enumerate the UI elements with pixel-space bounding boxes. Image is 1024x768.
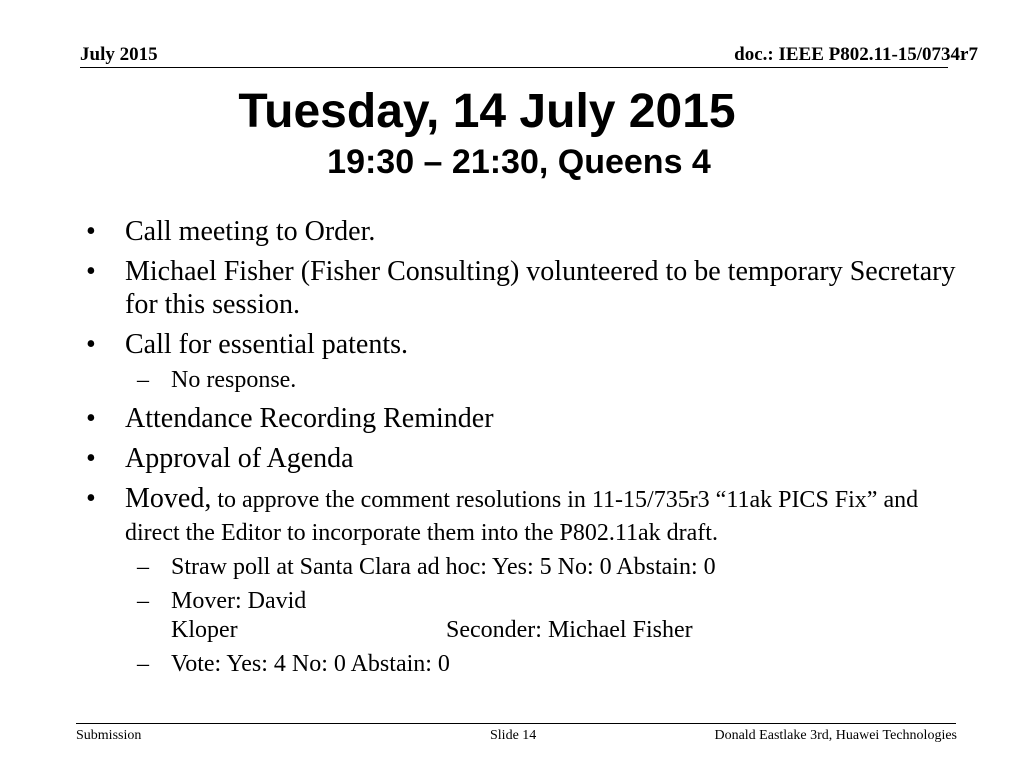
- bullet-item: • Attendance Recording Reminder: [80, 402, 960, 435]
- sub-bullet-item: – Straw poll at Santa Clara ad hoc: Yes: 5 No: 0 Abstain: 0: [80, 553, 960, 582]
- header-date: July 2015: [80, 44, 158, 65]
- sub-bullet-item: – Vote: Yes: 4 No: 0 Abstain: 0: [80, 650, 960, 679]
- seconder-text: Seconder: Michael Fisher: [446, 617, 693, 643]
- bullet-item-motion: [80, 482, 960, 548]
- motion-text: to approve the comment resolutions in 11-15/735r3 “11ak PICS Fix” and direct the Editor to incorporate them into the P802.11ak draft.: [125, 487, 919, 546]
- bullet-item: • Michael Fisher (Fisher Consulting) volunteered to be temporary Secretary for this session.: [80, 255, 960, 321]
- bullet-item: • Approval of Agenda: [80, 442, 960, 475]
- footer-divider: [76, 723, 956, 724]
- title-main: Tuesday, 14 July 2015: [238, 85, 736, 138]
- footer-author: Donald Eastlake 3rd, Huawei Technologies: [714, 728, 957, 743]
- title-subtitle: 19:30 – 21:30, Queens 4: [327, 143, 711, 181]
- sub-bullet-item: [80, 587, 960, 645]
- sub-bullet-item: – No response.: [80, 366, 960, 395]
- bullet-item: • Call for essential patents.: [80, 328, 960, 361]
- header-divider: [80, 67, 948, 68]
- footer-submission: Submission: [76, 728, 142, 743]
- mover-text: Mover: David Kloper: [171, 588, 307, 643]
- motion-lead: Moved,: [125, 483, 212, 514]
- slide-body: [80, 215, 960, 686]
- bullet-item: • Call meeting to Order.: [80, 215, 960, 248]
- footer-slide-number: Slide 14: [490, 728, 537, 743]
- slide-title: [0, 82, 1024, 184]
- header-doc-id: doc.: IEEE P802.11-15/0734r7: [734, 44, 978, 65]
